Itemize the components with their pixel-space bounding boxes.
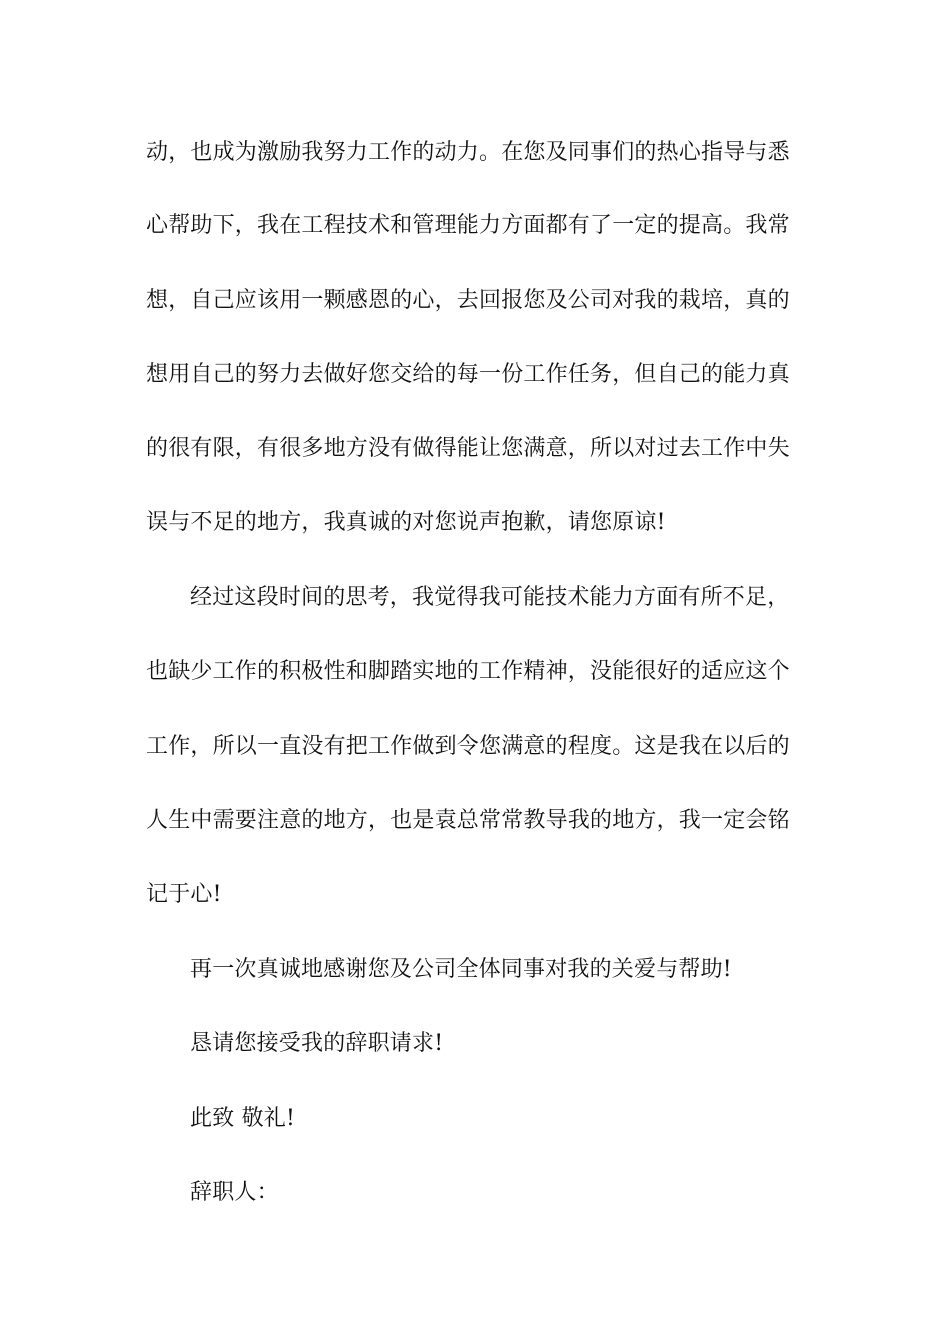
text-line-2: 心帮助下，我在工程技术和管理能力方面都有了一定的提高。我常	[146, 213, 790, 238]
text-line-5: 的很有限，有很多地方没有做得能让您满意，所以对过去工作中失	[146, 436, 790, 461]
text-line-8: 也缺少工作的积极性和脚踏实地的工作精神，没能很好的适应这个	[146, 659, 790, 684]
text-line-4: 想用自己的努力去做好您交给的每一份工作任务，但自己的能力真	[146, 362, 790, 387]
text-line-1: 动，也成为激励我努力工作的动力。在您及同事们的热心指导与悉	[146, 140, 790, 165]
salutation-line: 此致 敬礼!	[190, 1106, 296, 1131]
request-line: 恳请您接受我的辞职请求!	[190, 1031, 444, 1056]
text-line-6: 误与不足的地方，我真诚的对您说声抱歉，请您原谅!	[146, 510, 666, 535]
signature-label: 辞职人：	[190, 1180, 279, 1205]
text-line-10: 人生中需要注意的地方，也是袁总常常教导我的地方，我一定会铭	[146, 808, 790, 833]
text-line-9: 工作，所以一直没有把工作做到令您满意的程度。这是我在以后的	[146, 734, 790, 759]
text-line-3: 想，自己应该用一颗感恩的心，去回报您及公司对我的栽培，真的	[146, 288, 790, 313]
thanks-line: 再一次真诚地感谢您及公司全体同事对我的关爱与帮助!	[190, 957, 732, 982]
paragraph-start-line: 经过这段时间的思考，我觉得我可能技术能力方面有所不足，	[190, 585, 790, 610]
text-line-11: 记于心!	[146, 882, 222, 907]
